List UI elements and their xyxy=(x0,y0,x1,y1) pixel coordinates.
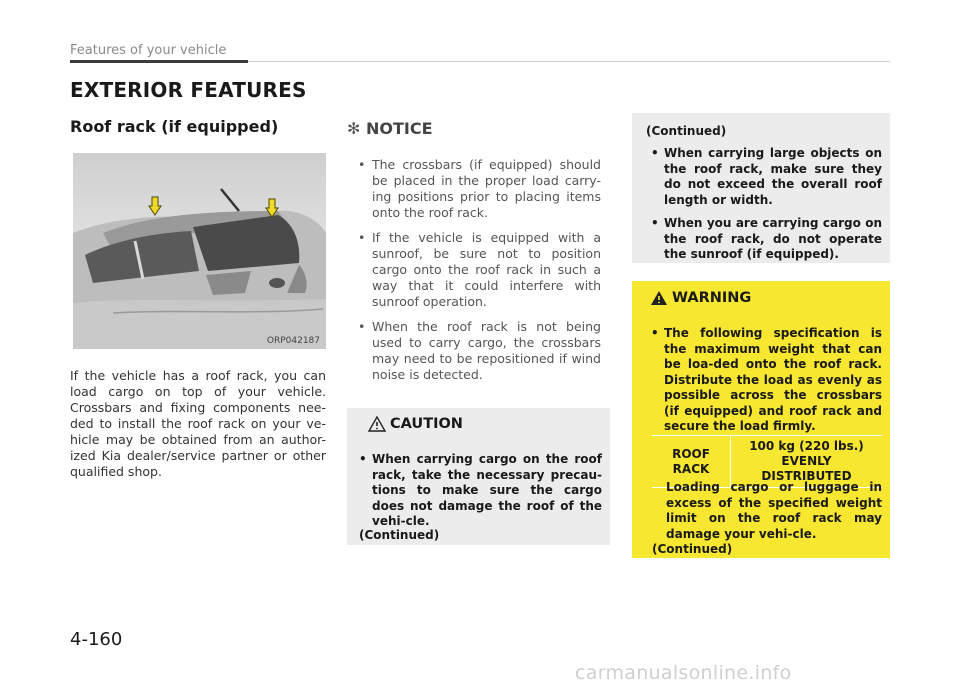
arrow-down-icon xyxy=(148,196,162,216)
car-illustration xyxy=(73,153,326,349)
warning-item: • The following specification is the maximum weight that can be loa-ded onto the roof rack. Distribute the load as evenly as possible across the crossbars (if equipped) and roof rack and secure the load firmly. xyxy=(651,326,882,435)
warning-title-label: WARNING xyxy=(672,290,752,306)
continued-item: • When carrying large objects on the roof rack, make sure they do not exceed the overall roof length or width. xyxy=(651,146,882,208)
continued-caution-box xyxy=(632,113,890,263)
caution-box xyxy=(347,408,610,545)
notice-item: • When the roof rack is not being used to carry cargo, the crossbars may need to be repositioned if wind noise is detected. xyxy=(358,319,601,383)
snowflake-icon: ✻ xyxy=(347,119,361,138)
spec-label-line: ROOF xyxy=(672,446,710,461)
image-code: ORP042187 xyxy=(266,336,320,346)
warning-paragraph: Loading cargo or luggage in excess of the specified weight limit on the roof rack may damage your vehi-cle. xyxy=(666,480,882,541)
vehicle-roof-rack-photo xyxy=(73,153,326,349)
continued-list xyxy=(651,146,882,271)
section-label: Features of your vehicle xyxy=(70,43,227,58)
notice-list xyxy=(358,157,601,392)
warning-triangle-icon xyxy=(650,290,668,306)
page-title: EXTERIOR FEATURES xyxy=(70,78,307,102)
notice-title-label: NOTICE xyxy=(365,119,433,138)
section-rule-accent xyxy=(70,60,248,63)
spec-value-line: EVENLY DISTRIBUTED xyxy=(761,454,852,483)
caution-continued: (Continued) xyxy=(359,528,440,542)
arrow-down-icon xyxy=(265,198,279,218)
warning-box xyxy=(632,281,890,558)
watermark: carmanualsonline.info xyxy=(575,662,792,684)
spec-label-line: RACK xyxy=(672,461,710,476)
roof-rack-heading: Roof rack (if equipped) xyxy=(70,117,279,136)
roof-rack-description: If the vehicle has a roof rack, you can load cargo on top of your vehicle. Crossbars and fixing components nee-ded to install the roof rack on your ve-hicle may be obtained from an author-ized Kia dealer/service partner or other qualified shop. xyxy=(70,368,326,479)
caution-title-label: CAUTION xyxy=(390,416,463,432)
warning-continued: (Continued) xyxy=(652,542,733,556)
spec-value-line: 100 kg (220 lbs.) xyxy=(749,439,864,453)
page-number: 4-160 xyxy=(70,629,123,650)
notice-title xyxy=(347,119,433,138)
notice-item: • If the vehicle is equipped with a sunroof, be sure not to position cargo onto the roof rack in such a way that it could interfere with sunroof operation. xyxy=(358,230,601,310)
warning-list xyxy=(651,326,882,435)
continued-heading: (Continued) xyxy=(646,124,727,138)
continued-item: • When you are carrying cargo on the roof rack, do not operate the sunroof (if equipped). xyxy=(651,216,882,263)
caution-title xyxy=(368,416,463,432)
warning-title xyxy=(650,290,751,306)
notice-item: • The crossbars (if equipped) should be placed in the proper load carry-ing positions prior to placing items onto the roof rack. xyxy=(358,157,601,221)
caution-triangle-icon xyxy=(368,416,386,432)
caution-item: • When carrying cargo on the roof rack, take the necessary precau-tions to make sure the cargo does not damage the roof of the vehi-cle. xyxy=(359,452,602,530)
caution-list xyxy=(359,452,602,530)
